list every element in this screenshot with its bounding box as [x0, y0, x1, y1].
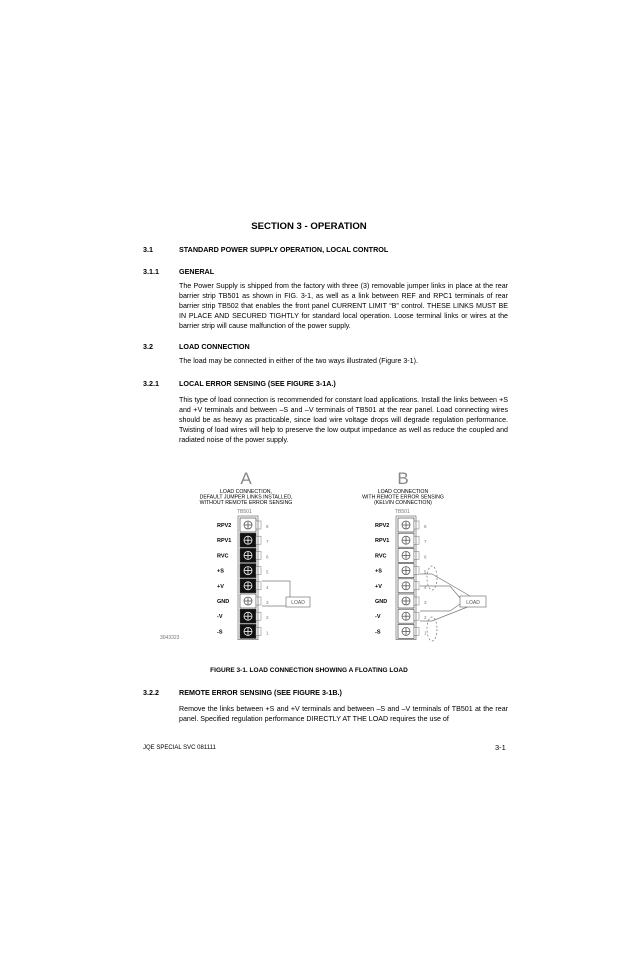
terminal-tab: [414, 551, 419, 559]
terminal-tab: [414, 612, 419, 620]
terminal-number: 1: [266, 630, 269, 636]
section-heading: LOCAL ERROR SENSING (SEE FIGURE 3-1A.): [179, 379, 336, 388]
section-number: 3.2.1: [143, 379, 159, 388]
terminal-tab: [256, 521, 261, 529]
terminal-tab: [414, 597, 419, 605]
terminal-label: RPV2: [217, 523, 232, 529]
terminal-number: 8: [266, 524, 269, 529]
terminal-number: 5: [266, 569, 269, 575]
panel-b-caption: LOAD CONNECTION: [377, 489, 429, 495]
terminal-number: 6: [266, 554, 269, 560]
terminal-label: GND: [217, 599, 230, 605]
terminal-label: RVC: [375, 553, 387, 560]
terminal-tab: [414, 582, 419, 590]
terminal-number: 6: [424, 554, 427, 560]
panel-b-letter: B: [397, 469, 409, 488]
panel-a-terminal-strip: [217, 516, 269, 640]
terminal-tab: [256, 627, 261, 635]
terminal-number: 7: [266, 539, 269, 545]
terminal-label: +V: [375, 583, 382, 590]
terminal-number: 3: [266, 600, 269, 605]
strip-label: TB501: [395, 509, 410, 515]
terminal-number: 1: [424, 630, 427, 636]
terminal-tab: [414, 536, 419, 544]
page-number: 3-1: [495, 743, 506, 752]
terminal-tab: [256, 567, 261, 575]
terminal-label: -S: [375, 629, 381, 636]
terminal-tab: [256, 612, 261, 620]
terminal-number: 7: [424, 539, 427, 545]
paragraph-load-connection: The load may be connected in either of the two ways illustrated (Figure 3-1).: [179, 357, 418, 365]
drawing-number: 3043323: [160, 635, 180, 641]
panel-a-caption: WITHOUT REMOTE ERROR SENSING: [199, 500, 293, 506]
paragraph-remote-sensing: Remove the links between +S and +V terminals and between –S and –V terminals of TB501 at the rear panel. Specified regulation performance DIRECTLY AT THE LOAD requires the use of: [179, 705, 508, 723]
terminal-label: -V: [375, 614, 381, 621]
terminal-label: RPV1: [375, 538, 390, 545]
panel-a-letter: A: [240, 469, 252, 488]
terminal-label: +S: [217, 568, 224, 575]
strip-label: TB501: [237, 509, 252, 515]
footer-document-id: JQE SPECIAL SVC 081111: [143, 745, 216, 751]
figure-caption: FIGURE 3-1. LOAD CONNECTION SHOWING A FLOATING LOAD: [210, 667, 408, 674]
paragraph-general: The Power Supply is shipped from the factory with three (3) removable jumper links in place at the rear barrier strip TB501 as shown in FIG. 3-1, as well as a link between REF and RPC1 terminals of rear barrier strip TB502 that enables the front panel CURRENT LIMIT “B” control. THESE LINKS MUST BE IN PLACE AND SECURED TIGHTLY for standard local operation. Loose terminal links or wires at the barrier strip will cause malfunction of the power supply.: [179, 282, 508, 330]
section-number: 3.1: [143, 245, 153, 254]
panel-b-caption: WITH REMOTE ERROR SENSING: [362, 494, 444, 501]
terminal-label: -S: [217, 629, 223, 636]
terminal-number: 2: [266, 615, 269, 621]
section-heading: STANDARD POWER SUPPLY OPERATION, LOCAL CONTROL: [179, 245, 389, 254]
page-title: SECTION 3 - OPERATION: [251, 221, 367, 232]
terminal-tab: [256, 597, 261, 605]
terminal-label: RVC: [217, 553, 229, 560]
terminal-tab: [414, 521, 419, 529]
terminal-number: 5: [424, 569, 427, 575]
terminal-number: 3: [424, 600, 427, 605]
terminal-tab: [256, 582, 261, 590]
section-heading: LOAD CONNECTION: [179, 342, 250, 351]
terminal-tab: [414, 567, 419, 575]
load-label: LOAD: [291, 600, 305, 606]
terminal-label: RPV2: [375, 523, 390, 529]
load-connection-figure: [150, 466, 530, 646]
terminal-label: GND: [375, 599, 388, 605]
section-heading: REMOTE ERROR SENSING (SEE FIGURE 3-1B.): [179, 688, 342, 697]
section-heading: GENERAL: [179, 267, 215, 276]
terminal-tab: [414, 627, 419, 635]
paragraph-local-sensing: This type of load connection is recommended for constant load applications. Install the links between +S and +V terminals and between –S and –V terminals of TB501 at the rear panel. Load connecting wires should be as heavy as practicable, since load wire voltage drops will degrade regulation performance. Twisting of load wires will help to preserve the low output impedance as well as reduce the coupled and radiated noise of the power supply.: [179, 396, 508, 444]
panel-a-caption: DEFAULT JUMPER LINKS INSTALLED,: [199, 494, 293, 501]
terminal-label: RPV1: [217, 538, 232, 545]
terminal-number: 4: [424, 584, 427, 590]
terminal-number: 8: [424, 524, 427, 529]
terminal-tab: [256, 536, 261, 544]
terminal-label: -V: [217, 614, 223, 621]
panel-b-terminal-strip: [375, 516, 427, 640]
panel-b-caption: (KELVIN CONNECTION): [374, 500, 432, 506]
terminal-tab: [256, 551, 261, 559]
section-number: 3.1.1: [143, 267, 159, 276]
terminal-number: 2: [424, 615, 427, 621]
terminal-label: +S: [375, 568, 382, 575]
section-number: 3.2: [143, 342, 153, 351]
panel-a-caption: LOAD CONNECTION,: [220, 489, 272, 495]
load-label: LOAD: [466, 600, 480, 606]
terminal-number: 4: [266, 584, 269, 590]
section-number: 3.2.2: [143, 688, 159, 697]
terminal-label: +V: [217, 583, 224, 590]
